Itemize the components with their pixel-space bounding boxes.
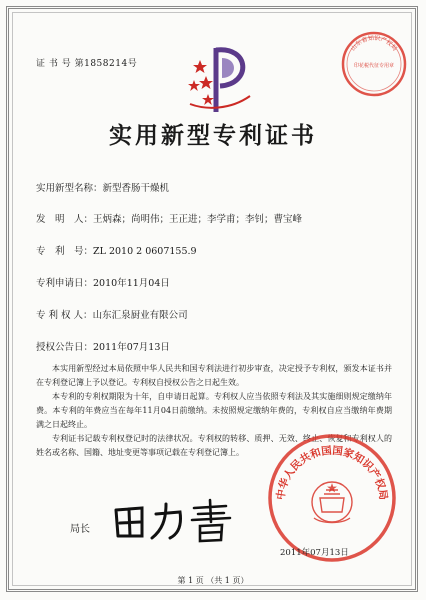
national-seal-text: 中华人民共和国国家知识产权局: [274, 444, 390, 501]
field-label: 专 利 权 人：: [36, 310, 93, 321]
field-application-date: [36, 275, 170, 289]
field-label: 发 明 人：: [36, 214, 94, 225]
field-value: ZL 2010 2 0607155.9: [93, 246, 197, 257]
body-paragraph: 本实用新型经过本局依照中华人民共和国专利法进行初步审查，决定授予专利权，颁发本证书并在专利登记簿上予以登记。专利权自授权公告之日起生效。: [36, 364, 392, 387]
field-label: 授权公告日：: [36, 342, 94, 353]
field-value: 王炳森；尚明伟；王正进；李学甫；李钊；曹宝峰: [93, 214, 303, 225]
field-patent-number: [36, 243, 197, 257]
field-label: 专 利 号：: [36, 246, 94, 257]
field-utility-name: [36, 180, 169, 194]
page-title: 实用新型专利证书: [109, 122, 317, 149]
field-grant-date: [36, 339, 170, 353]
tax-seal-text: 山东省知识产权局: [349, 34, 399, 53]
certificate-number: [36, 56, 137, 69]
field-label: 专利申请日：: [36, 278, 94, 289]
field-value: 山东汇泉厨业有限公司: [92, 310, 188, 321]
page-number: 第 1 页 （共 1 页）: [177, 576, 249, 585]
field-value: 2010年11月04日: [93, 278, 170, 289]
seal-date: 2011年07月13日: [280, 548, 349, 558]
national-seal: [266, 432, 398, 564]
director-label: 局长: [70, 524, 90, 535]
field-label: 实用新型名称：: [36, 183, 103, 194]
field-patentee: [36, 307, 188, 321]
body-paragraph: 专利证书记载专利权登记时的法律状况。专利权的转移、质押、无效、终止、恢复和专利权人的姓名或名称、国籍、地址变更等事项记载在专利登记簿上。: [36, 434, 392, 457]
tax-seal: [340, 30, 408, 98]
certificate-number-value: 第1858214号: [74, 59, 138, 69]
field-inventors: [36, 211, 302, 225]
field-value: 2011年07月13日: [93, 342, 170, 353]
tax-seal-center-text: 印花税代征专用章: [353, 63, 395, 69]
body-paragraph: 本专利的专利权期限为十年，自申请日起算。专利权人应当依照专利法及其实施细则规定缴纳年费。本专利的年费应当在每年11月04日前缴纳。未按照规定缴纳年费的，专利权自应当缴纳年费期满之日起终止。: [36, 392, 392, 429]
director-signature: [108, 496, 238, 544]
sipo-logo-icon: [186, 40, 254, 120]
certificate-number-label: 证 书 号: [36, 59, 72, 69]
field-value: 新型香肠干燥机: [102, 183, 170, 194]
